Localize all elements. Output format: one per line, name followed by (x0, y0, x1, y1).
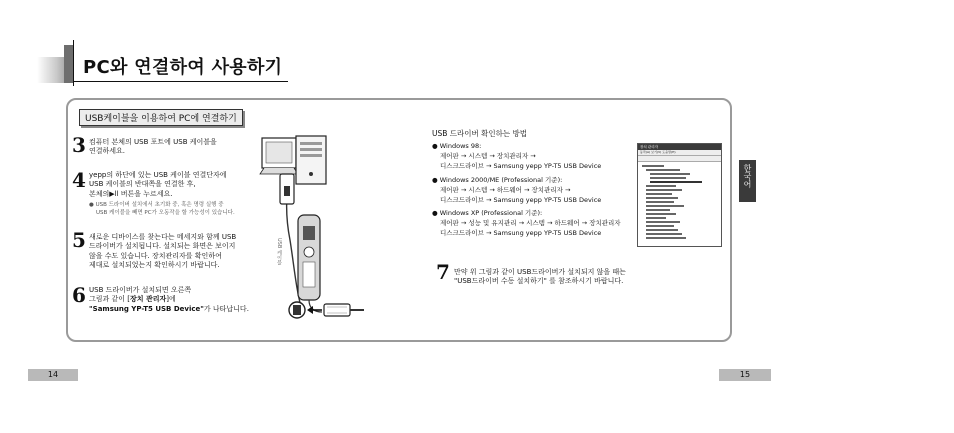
step-6-line-2-post: ]에 (166, 295, 176, 304)
step-4-line-1: yepp의 하단에 있는 USB 케이블 연결단자에 (89, 171, 227, 179)
step-6-number: 6 (72, 283, 86, 307)
os-item-win98-head: Windows 98: (439, 142, 482, 150)
page-number-left (28, 369, 78, 381)
os-item-win98-line-2: 디스크드라이브 → Samsung yepp YP-T5 USB Device (440, 162, 602, 170)
step-3-text (89, 138, 217, 157)
yepp-player-icon (298, 215, 320, 300)
header-underline (73, 81, 288, 82)
step-7-number: 7 (436, 260, 450, 284)
page-number-right-text: 15 (739, 370, 751, 379)
step-6-line-1: USB 드라이버가 설치되면 오른쪽 (89, 286, 192, 294)
os-item-winxp-line-1: 제어판 → 성능 및 유지관리 → 시스템 → 하드웨어 → 장치관리자 (440, 219, 621, 227)
page-title: PC와 연결하여 사용하기 (83, 57, 283, 78)
usb-plug-icon (324, 304, 364, 316)
step-4-note (89, 202, 235, 217)
device-tree (638, 162, 721, 242)
connection-illustration (252, 130, 372, 330)
os-item-winxp-line-2: 디스크드라이브 → Samsung yepp YP-T5 USB Device (440, 229, 602, 237)
connector-detail-icon (289, 302, 305, 318)
step-4-number: 4 (72, 168, 86, 192)
bullet-icon: ● (89, 202, 96, 208)
step-7-line-2: "USB드라이버 수동 설치하기" 를 참조하시기 바랍니다. (454, 277, 624, 286)
os-item-win98-line-1: 제어판 → 시스템 → 장치관리자 → (440, 152, 536, 160)
os-item-win2000-head: Windows 2000/ME (Professional 기준): (439, 176, 563, 184)
computer-tower-icon (296, 136, 326, 184)
arrow-left-icon (307, 306, 322, 314)
header-vertical-rule (73, 40, 74, 86)
step-5-line-2: 드라이버가 설치됩니다. 설치되는 화면은 보이지 (89, 242, 236, 251)
step-4-note-line-1: USB 드라이버 설치에서 초기화 중, 혹은 명령 실행 중 (95, 202, 224, 208)
driver-check-title: USB 드라이버 확인하는 방법 (432, 129, 527, 138)
page-number-right (719, 369, 771, 381)
step-4-text (89, 171, 227, 199)
step-3-line-2: 연결하세요. (89, 147, 126, 156)
monitor-icon (260, 138, 298, 174)
language-tab (739, 160, 756, 202)
os-item-win98 (432, 141, 601, 171)
bullet-icon: ● (432, 142, 440, 150)
os-item-win2000-line-1: 제어판 → 시스템 → 하드웨어 → 장치관리자 → (440, 186, 571, 194)
step-3-number: 3 (72, 133, 86, 157)
section-title: USB케이블을 이용하여 PC에 연결하기 (79, 109, 243, 126)
step-6-text (89, 286, 249, 314)
step-5-number: 5 (72, 228, 86, 252)
step-7-text (454, 268, 626, 287)
step-4-line-2: USB 케이블의 반대쪽을 연결한 후, (89, 180, 196, 189)
page-number-left-text: 14 (47, 370, 59, 379)
cable-label: USB 케이블 (276, 238, 282, 265)
bullet-icon: ● (432, 176, 440, 184)
step-5-line-1: 새로운 디바이스를 찾는다는 메세지와 함께 USB (89, 233, 237, 241)
step-6-line-3-post: 가 나타납니다. (203, 304, 249, 313)
os-item-win2000-line-2: 디스크드라이브 → Samsung yepp YP-T5 USB Device (440, 196, 602, 204)
step-5-text (89, 233, 236, 271)
language-tab-label: 한국어 (743, 164, 752, 188)
step-3-line-1: 컴퓨터 본체의 USB 포트에 USB 케이블을 (89, 138, 217, 146)
step-7-line-1: 만약 위 그림과 같이 USB드라이버가 설치되지 않을 때는 (454, 268, 626, 276)
os-item-winxp (432, 208, 621, 238)
step-6-line-2-pre: 그림과 같이 [ (89, 295, 130, 304)
step-5-line-3: 않을 수도 있습니다. 장치관리자를 확인하여 (89, 251, 222, 260)
step-4-line-3: 본체의▶ll 버튼을 누르세요. (89, 189, 173, 198)
device-manager-menu: 동작(A) 보기(V) 도움말(H) (638, 150, 721, 156)
step-6-device-manager: 장치 관리자 (130, 295, 167, 304)
step-4-note-line-2: USB 케이블을 빼면 PC가 오동작을 할 가능성이 있습니다. (96, 209, 235, 216)
os-item-win2000 (432, 175, 601, 205)
device-manager-titlebar: 장치 관리자 (638, 144, 721, 150)
step-6-device-name: "Samsung YP-T5 USB Device" (89, 304, 204, 313)
step-5-line-4: 제대로 설치되었는지 확인하시기 바랍니다. (89, 261, 220, 270)
device-manager-screenshot (637, 143, 722, 247)
bullet-icon: ● (432, 209, 440, 217)
os-item-winxp-head: Windows XP (Professional 기준): (439, 209, 543, 217)
